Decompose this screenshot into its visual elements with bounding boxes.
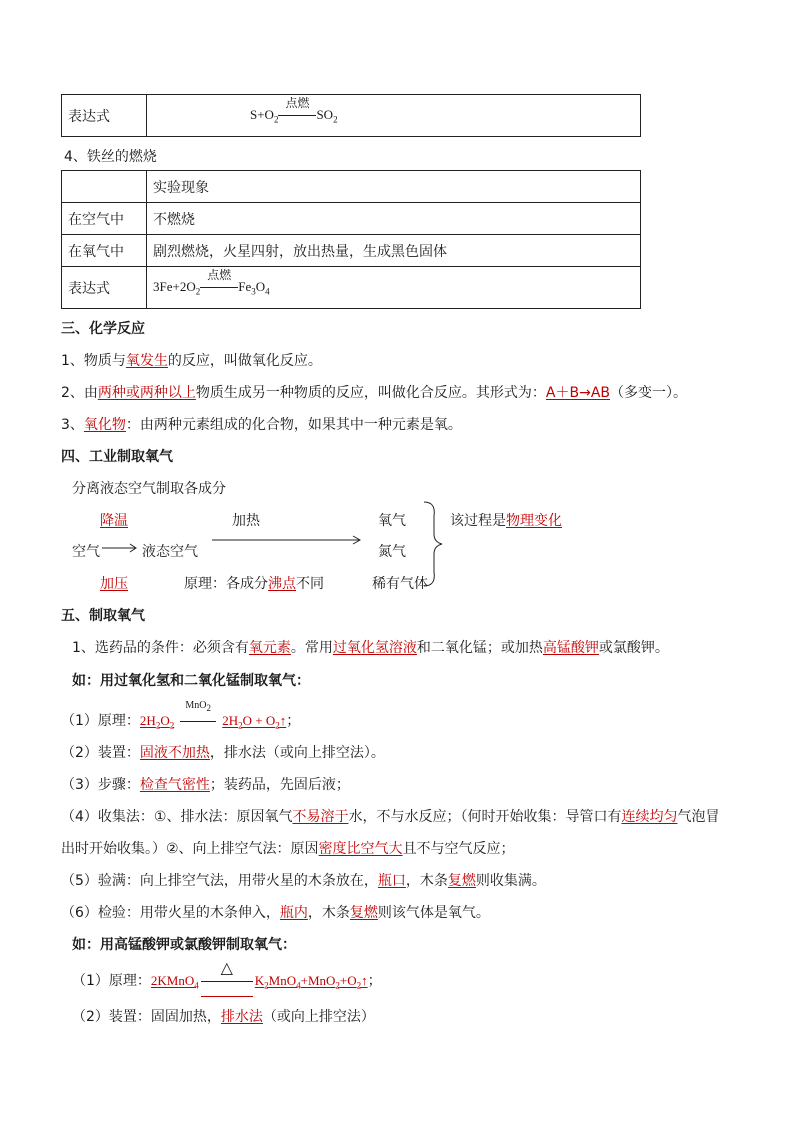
- nitrogen-label: 氮气: [378, 544, 406, 560]
- header-phenomenon: 实验现象: [147, 171, 641, 203]
- pressure-label: 加压: [100, 576, 128, 592]
- row-label: 在氧气中: [62, 235, 147, 267]
- noble-gas-label: 稀有气体: [372, 576, 428, 592]
- h2o2-method-title: 如：用过氧化氢和二氧化锰制取氧气：: [72, 673, 310, 689]
- separation-line: 分离液态空气制取各成分: [72, 481, 226, 497]
- reagent-condition: 1、选药品的条件：必须含有氧元素。常用过氧化氢溶液和二氧化锰；或加热高锰酸钾或氯酸钾。: [72, 640, 669, 656]
- row-value: 剧烈燃烧，火星四射，放出热量，生成黑色固体: [147, 235, 641, 267]
- h2o2-test: （6）检验：用带火星的木条伸入，瓶内，木条复燃则该气体是氧气。: [61, 905, 490, 921]
- oxidation-definition: 1、物质与氧发生的反应，叫做氧化反应。: [61, 353, 322, 369]
- h2o2-collection-line1: （4）收集法：①、排水法：原因氧气不易溶于水，不与水反应；（何时开始收集：导管口有连续均匀气泡冒: [61, 809, 720, 825]
- oxygen-label: 氧气: [378, 513, 406, 529]
- right-brace: [424, 502, 442, 586]
- liquid-air-label: 液态空气: [142, 544, 198, 560]
- kmno4-underline-mark: [201, 996, 253, 997]
- h2o2-steps: （3）步骤：检查气密性；装药品，先固后液；: [61, 777, 350, 793]
- oxide-definition: 3、氧化物：由两种元素组成的化合物，如果其中一种元素是氧。: [61, 417, 462, 433]
- header-empty-cell: [62, 171, 147, 203]
- iron-combustion-table: [61, 170, 641, 309]
- long-arrow: [212, 536, 360, 544]
- short-arrow: [102, 544, 136, 552]
- kmno4-apparatus: （2）装置：固固加热，排水法（或向上排空法）: [72, 1009, 375, 1025]
- kmno4-principle: （1）原理：2KMnO$_4$ △ $K_2MnO_4+MnO_2+O_2↑$；: [72, 960, 382, 991]
- expression-label: 表达式: [62, 95, 147, 137]
- principle-text: 原理：各成分沸点不同: [184, 576, 324, 592]
- process-note: 该过程是物理变化: [450, 513, 562, 529]
- sulfur-expression-table: [61, 94, 641, 137]
- combination-definition: 2、由两种或两种以上物质生成另一种物质的反应，叫做化合反应。其形式为：A＋B→AB（多变一）。: [61, 385, 688, 401]
- h2o2-principle: （1）原理：$2H_2O_2$ MnO$_2$ $2H_2O$ + $O_2↑$；: [61, 700, 301, 731]
- h2o2-apparatus: （2）装置：固液不加热，排水法（或向上排空法）。: [61, 745, 385, 761]
- section-title-preparation: 五、制取氧气: [61, 608, 145, 624]
- separation-diagram-arrows: [0, 490, 794, 610]
- section-title-iron: 4、铁丝的燃烧: [64, 149, 157, 165]
- sulfur-equation: $S+O_2$ 点燃 $SO_2$: [147, 95, 641, 137]
- row-value: 不燃烧: [147, 203, 641, 235]
- h2o2-full-check: （5）验满：向上排空气法，用带火星的木条放在，瓶口，木条复燃则收集满。: [61, 873, 546, 889]
- h2o2-collection-line2: 出时开始收集。）②、向上排空气法：原因密度比空气大且不与空气反应；: [61, 841, 515, 857]
- section-title-industrial: 四、工业制取氧气: [61, 449, 173, 465]
- section-title-reaction: 三、化学反应: [61, 321, 145, 337]
- iron-equation: $3Fe+2O_2$ 点燃 $Fe_3O_4$: [147, 267, 641, 309]
- heating-label: 加热: [232, 513, 260, 529]
- kmno4-method-title: 如：用高锰酸钾或氯酸钾制取氧气：: [72, 937, 296, 953]
- expression-label: 表达式: [62, 267, 147, 309]
- row-label: 在空气中: [62, 203, 147, 235]
- air-label: 空气: [72, 544, 100, 560]
- cooling-label: 降温: [100, 513, 128, 529]
